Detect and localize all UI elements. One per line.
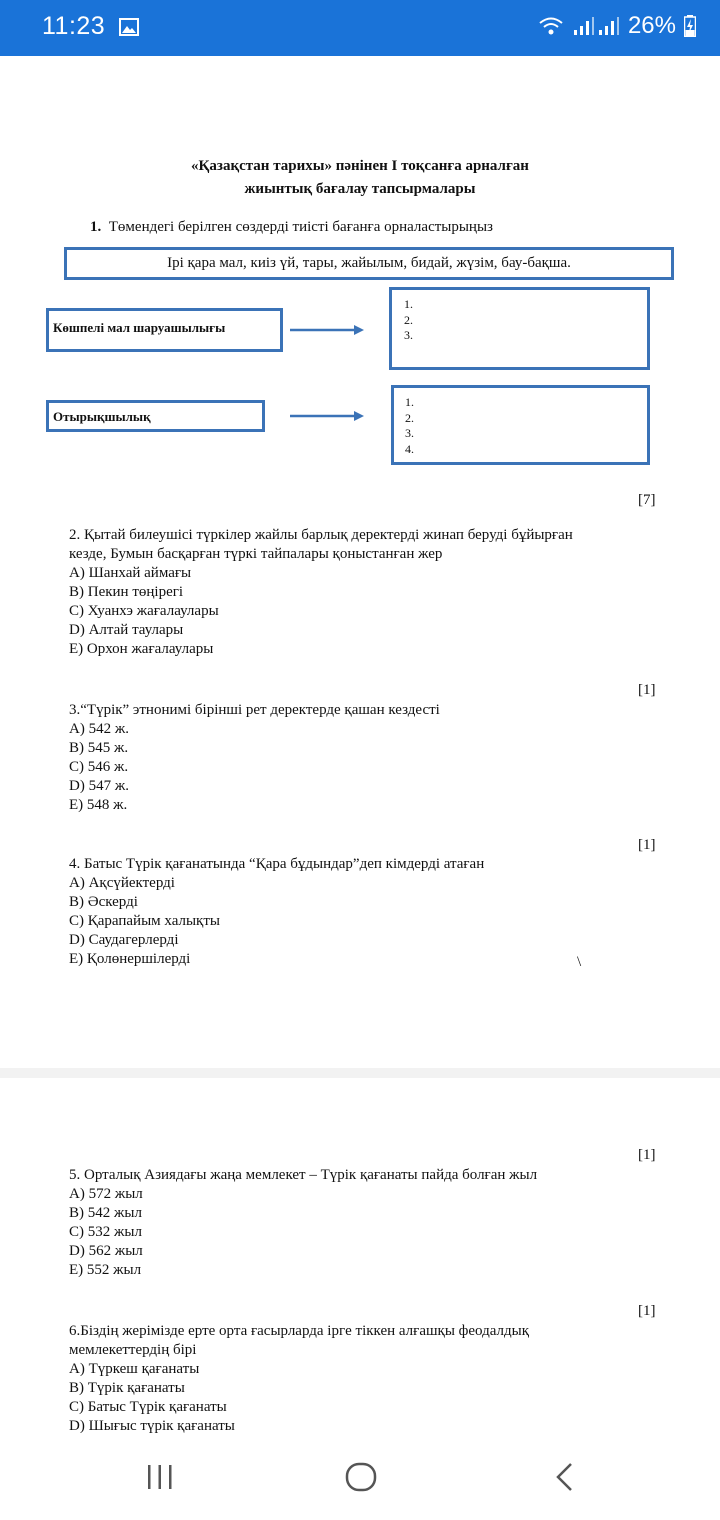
list2-item: 1.	[405, 395, 414, 409]
q2-option: A) Шанхай аймағы	[69, 565, 192, 581]
q1-score: [7]	[638, 492, 656, 508]
q5-score: [1]	[638, 1147, 656, 1163]
q6-option: B) Түрік қағанаты	[69, 1380, 185, 1396]
navigation-bar	[0, 1435, 720, 1520]
q1-word-bank	[64, 247, 674, 280]
home-icon	[344, 1462, 378, 1492]
signal-icon	[572, 16, 620, 36]
recent-apps-button[interactable]	[135, 1455, 185, 1499]
list1-item: 3.	[404, 328, 413, 342]
q5-option: B) 542 жыл	[69, 1205, 142, 1221]
q4-option: B) Әскерді	[69, 894, 138, 910]
battery-charging-icon	[684, 15, 696, 37]
q5-option: C) 532 жыл	[69, 1224, 142, 1240]
q1-text: Төмендегі берілген сөздерді тиісті бағанға орналастырыңыз	[108, 219, 493, 235]
document-page-2[interactable]	[0, 1078, 720, 1435]
q4-option: C) Қарапайым халықты	[69, 913, 220, 929]
q2-option: D) Алтай таулары	[69, 622, 184, 638]
q6-block	[69, 1322, 529, 1435]
q2-question-line: кезде, Бумын басқарған түркі тайпалары қоныстанған жер	[69, 546, 443, 562]
document-page-1[interactable]	[0, 56, 720, 1068]
list1-item: 1.	[404, 297, 413, 311]
q5-option: E) 552 жыл	[69, 1262, 142, 1278]
status-time: 11:23	[42, 12, 106, 40]
q5-option: D) 562 жыл	[69, 1243, 143, 1259]
q6-question-line: мемлекеттердің бірі	[69, 1342, 197, 1358]
q6-question-line: 6.Біздің жерімізде ерте орта ғасырларда іргe тіккен алғашқы феодалдық	[69, 1323, 529, 1339]
arrow-right-icon	[290, 320, 370, 340]
q2-block	[69, 526, 573, 659]
q5-option: A) 572 жыл	[69, 1186, 143, 1202]
q3-question: 3.“Түрік” этнонимі бірінші рет деректерде қашан кездесті	[69, 702, 440, 718]
q1-number: 1.	[90, 219, 102, 235]
label-box-nomadic	[46, 308, 283, 352]
q3-block	[69, 701, 440, 815]
back-icon	[553, 1462, 577, 1492]
q2-option: E) Орхон жағалаулары	[69, 641, 214, 657]
q3-option: B) 545 ж.	[69, 740, 129, 756]
q4-option: D) Саудагерлерді	[69, 932, 179, 948]
q3-option: E) 548 ж.	[69, 797, 128, 813]
wifi-icon	[538, 16, 564, 36]
status-bar	[0, 0, 720, 56]
q3-option: A) 542 ж.	[69, 721, 129, 737]
list2-item: 3.	[405, 426, 414, 440]
q6-option: A) Түркеш қағанаты	[69, 1361, 200, 1377]
q4-option: E) Қолөнершілерді	[69, 951, 191, 967]
q4-block	[69, 855, 484, 969]
q2-option: C) Хуанхэ жағалаулары	[69, 603, 219, 619]
q4-option: A) Ақсүйектерді	[69, 875, 175, 891]
q6-option: C) Батыс Түрік қағанаты	[69, 1399, 227, 1415]
doc-title-line1: «Қазақстан тарихы» пәнінен І тоқсанға арналған	[191, 158, 529, 174]
q1-words: Ірі қара мал, киіз үй, тары, жайылым, бидай, жүзім, бау-бақша.	[167, 255, 571, 271]
recent-apps-icon	[145, 1463, 175, 1491]
q1-instruction	[90, 218, 493, 237]
list1-item: 2.	[404, 312, 413, 327]
stray-mark: \	[577, 954, 582, 970]
q5-block	[69, 1166, 537, 1280]
q5-question: 5. Орталық Азиядағы жаңа мемлекет – Түрік қағанаты пайда болған жыл	[69, 1167, 538, 1183]
answer-box-nomadic[interactable]	[389, 287, 650, 370]
answer-box-settled[interactable]	[391, 385, 650, 465]
q6-option: D) Шығыс түрік қағанаты	[69, 1418, 235, 1434]
q6-score: [1]	[638, 1303, 656, 1319]
q2-option: B) Пекин төңірегі	[69, 584, 184, 600]
home-button[interactable]	[336, 1455, 386, 1499]
label-nomadic: Көшпелі мал шаруашылығы	[53, 320, 226, 335]
arrow-right-icon	[290, 406, 370, 426]
battery-percent: 26%	[627, 12, 676, 39]
q2-score: [1]	[638, 682, 656, 698]
list2-item: 4.	[405, 441, 414, 456]
back-button[interactable]	[540, 1455, 590, 1499]
gallery-notification-icon	[119, 18, 139, 36]
list2-item: 2.	[405, 410, 414, 425]
q3-option: D) 547 ж.	[69, 778, 129, 794]
doc-title-line2: жиынтық бағалау тапсырмалары	[244, 181, 476, 197]
q2-question-line: 2. Қытай билеушісі түркілер жайлы барлық деректерді жинап беруді бұйырған	[69, 527, 573, 543]
q4-question: 4. Батыс Түрік қағанатында “Қара бұдындар”деп кімдерді атаған	[69, 856, 485, 872]
label-box-settled	[46, 400, 265, 432]
q3-score: [1]	[638, 837, 656, 853]
q3-option: C) 546 ж.	[69, 759, 129, 775]
label-settled: Отырықшылық	[53, 409, 151, 424]
